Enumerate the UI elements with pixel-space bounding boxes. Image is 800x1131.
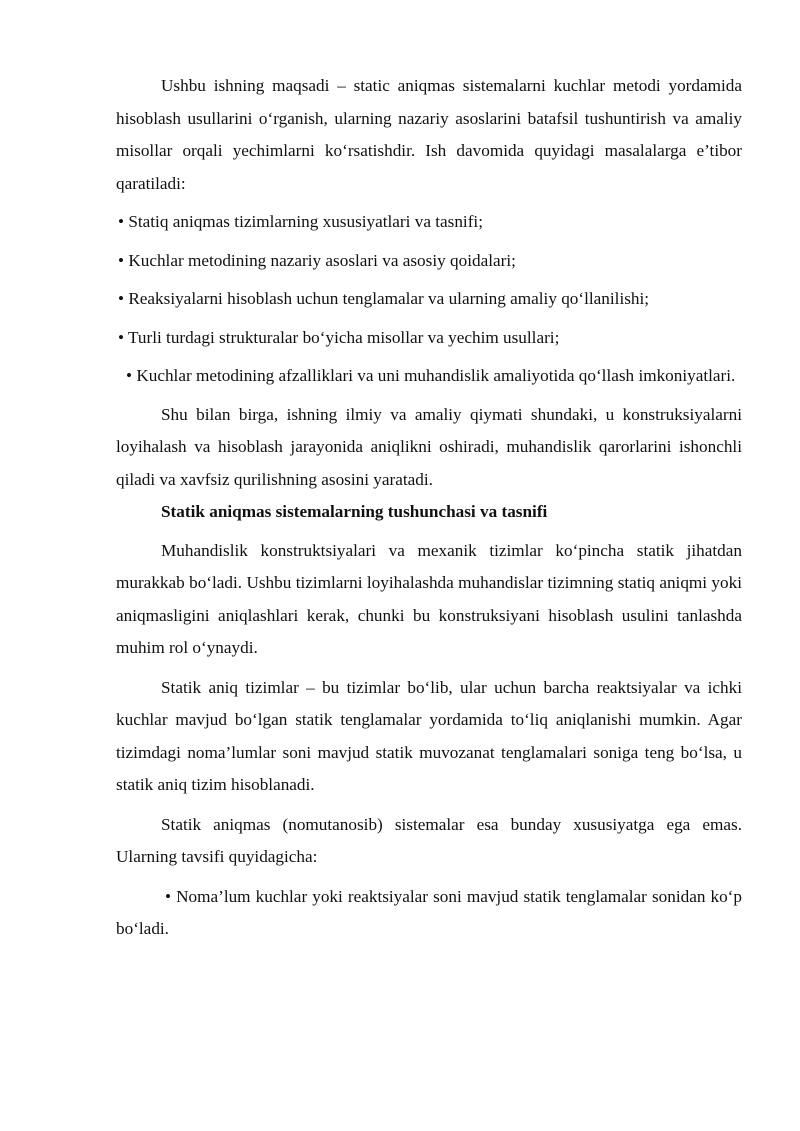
value-paragraph: Shu bilan birga, ishning ilmiy va amaliy qiymati shundaki, u konstruksiyalarni loyihalash va hisoblash jarayonida aniqlikni oshiradi, muhandislik qarorlarini ishonchli qiladi va xavfsiz qurilishning asosini yaratadi. — [116, 404, 742, 489]
bullet-item: • Turli turdagi strukturalar bo‘yicha misollar va yechim usullari; — [118, 327, 560, 347]
bullet-item: • Statiq aniqmas tizimlarning xususiyatlari va tasnifi; — [118, 212, 483, 231]
bullet-item: • Kuchlar metodining afzalliklari va uni muhandislik amaliyotida qo‘llash imkoniyatlari. — [126, 366, 736, 385]
section-heading: Statik aniqmas sistemalarning tushunchasi va tasnifi — [161, 502, 548, 521]
intro-paragraph: Ushbu ishning maqsadi – static aniqmas sistemalarni kuchlar metodi yordamida hisoblash usullarini o‘rganish, ularning nazariy asoslarini batafsil tushuntirish va amaliy misollar orqali yechimlarni ko‘rsatishdir. Ish davomida quyidagi masalalarga e’tibor qaratiladi: — [116, 76, 742, 193]
bullet-item: • Kuchlar metodining nazariy asoslari va asosiy qoidalari; — [118, 250, 516, 270]
section-paragraph-1: Muhandislik konstruktsiyalari va mexanik tizimlar ko‘pincha statik jihatdan murakkab bo‘ladi. Ushbu tizimlarni loyihalashda muhandislar tizimning statiq aniqmi yoki aniqmasligini aniqlashlari kerak, chunki bu konstruksiyani hisoblash usulini tanlashda muhim rol o‘ynaydi. — [116, 540, 742, 657]
section-paragraph-2: Statik aniq tizimlar – bu tizimlar bo‘lib, ular uchun barcha reaktsiyalar va ichki kuchlar mavjud bo‘lgan statik tenglamalar yordamida to‘liq aniqlanishi mumkin. Agar tizimdagi noma’lumlar soni mavjud statik muvozanat tenglamalari soniga teng bo‘lsa, u statik aniq tizim hisoblanadi. — [116, 677, 742, 794]
document-page — [116, 70, 742, 946]
section-paragraph-3: Statik aniqmas (nomutanosib) sistemalar esa bunday xususiyatga ega emas. Ularning tavsifi quyidagicha: — [116, 814, 742, 866]
last-bullet-item: • Noma’lum kuchlar yoki reaktsiyalar soni mavjud statik tenglamalar sonidan ko‘p bo‘ladi. — [116, 886, 742, 938]
bullet-item: • Reaksiyalarni hisoblash uchun tenglamalar va ularning amaliy qo‘llanilishi; — [118, 289, 650, 308]
